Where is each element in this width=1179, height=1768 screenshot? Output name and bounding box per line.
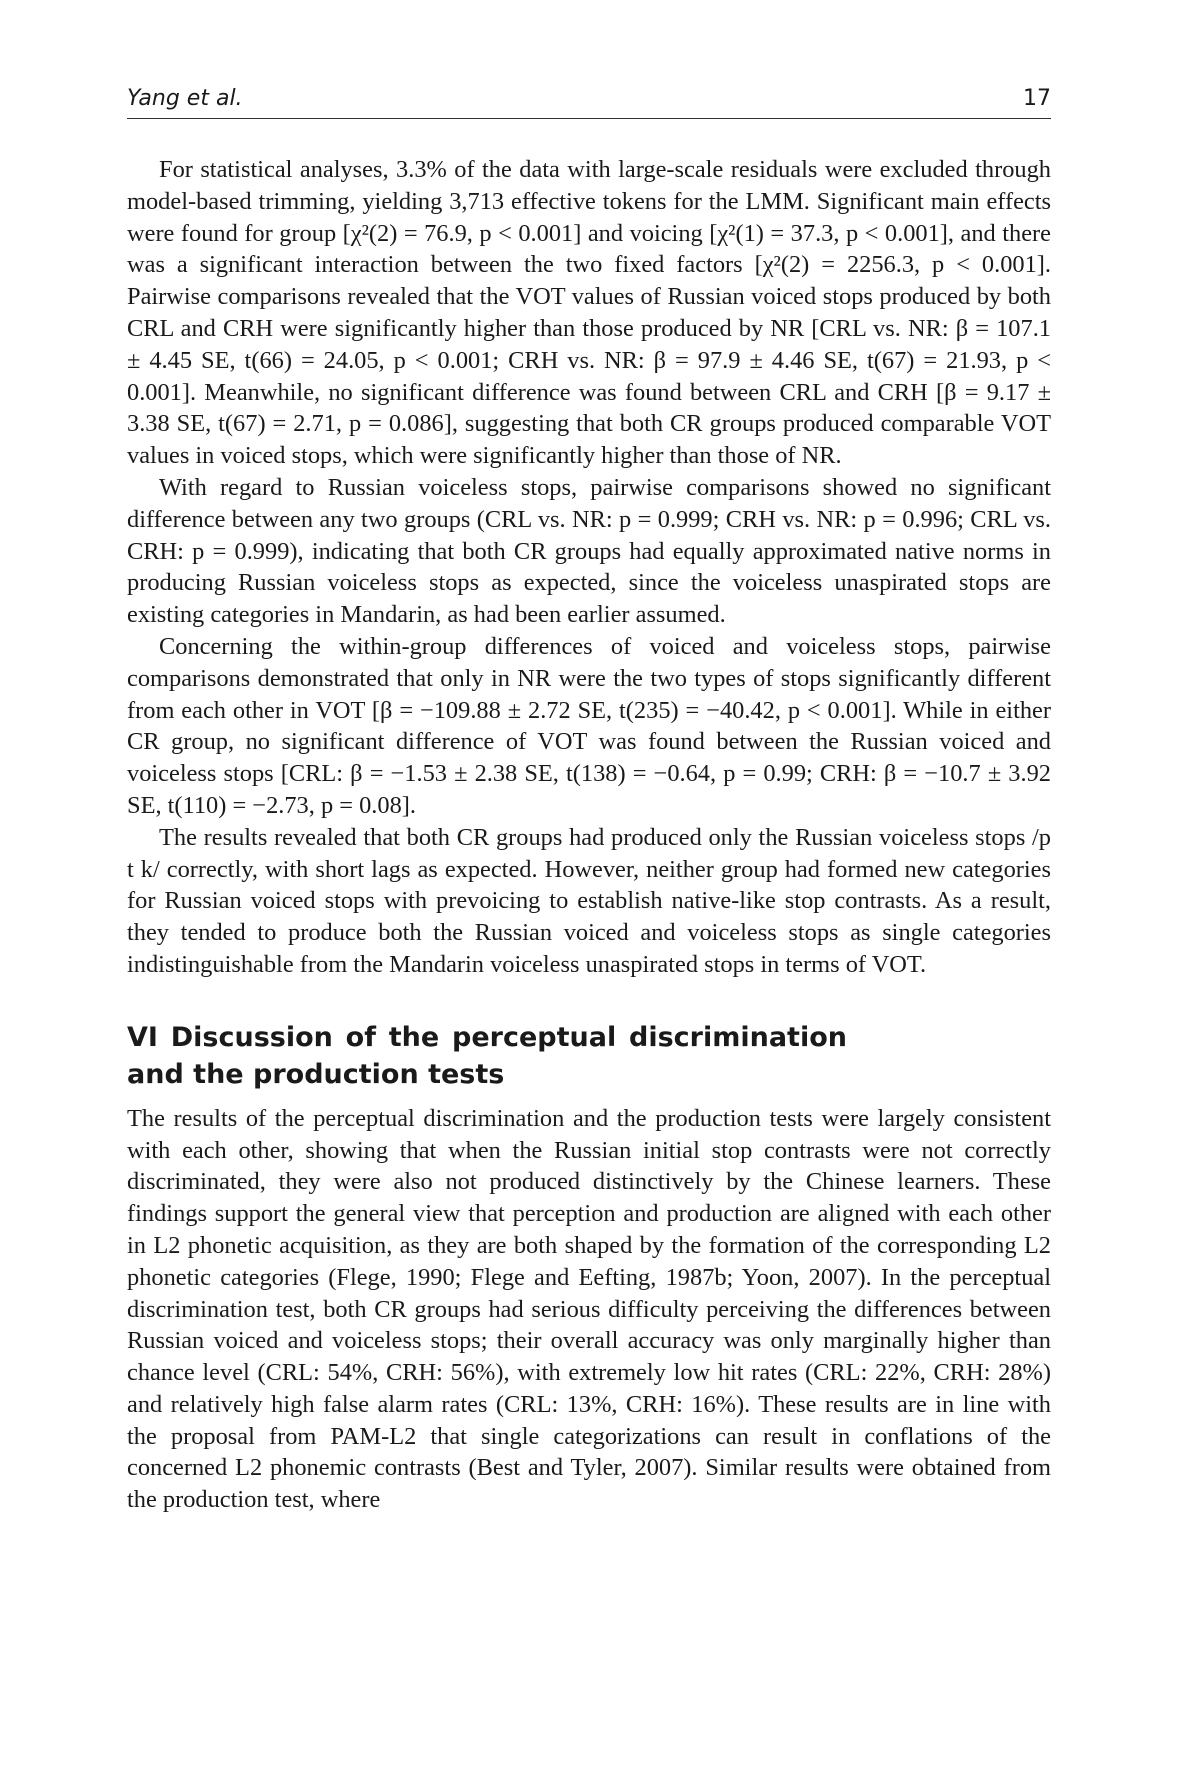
paragraph-discussion: The results of the perceptual discrimination and the production tests were largely consistent with each other, showing that when the Russian initial stop contrasts were not correctly discriminated, they were also not produced distinctively by the Chinese learners. These findings support the general view that perception and production are aligned with each other in L2 phonetic acquisition, as they are both shaped by the formation of the corresponding L2 phonetic categories (Flege, 1990; Flege and Eefting, 1987b; Yoon, 2007). In the perceptual discrimination test, both CR groups had serious difficulty perceiving the differences between Russian voiced and voiceless stops; their overall accuracy was only marginally higher than chance level (CRL: 54%, CRH: 56%), with extremely low hit rates (CRL: 22%, CRH: 28%) and relatively high false alarm rates (CRL: 13%, CRH: 16%). These results are in line with the proposal from PAM-L2 that single categorizations can result in conflations of the concerned L2 phonemic contrasts (Best and Tyler, 2007). Similar results were obtained from the production test, where [127, 1104, 1051, 1514]
running-head [127, 84, 1051, 119]
section-heading: VI Discussion of the perceptual discrimination and the production tests [127, 1021, 847, 1090]
running-head-author: Yang et al. [127, 86, 243, 111]
paragraph-within-group-differences: Concerning the within-group differences of voiced and voiceless stops, pairwise comparisons demonstrated that only in NR were the two types of stops significantly different from each other in VOT [β = −109.88 ± 2.72 SE, t(235) = −40.42, p < 0.001]. While in either CR group, no significant difference of VOT was found between the Russian voiced and voiceless stops [CRL: β = −1.53 ± 2.38 SE, t(138) = −0.64, p = 0.99; CRH: β = −10.7 ± 3.92 SE, t(110) = −2.73, p = 0.08]. [127, 632, 1051, 819]
paragraph-results-summary: The results revealed that both CR groups had produced only the Russian voiceless stops /p t k/ correctly, with short lags as expected. However, neither group had formed new categories for Russian voiced stops with prevoicing to establish native-like stop contrasts. As a result, they tended to produce both the Russian voiced and voiceless stops as single categories indistinguishable from the Mandarin voiceless unaspirated stops in terms of VOT. [127, 823, 1051, 978]
page-number: 17 [1023, 86, 1051, 111]
article-body [127, 154, 1051, 1516]
paragraph-voiceless-stops: With regard to Russian voiceless stops, pairwise comparisons showed no significant difference between any two groups (CRL vs. NR: p = 0.999; CRH vs. NR: p = 0.996; CRL vs. CRH: p = 0.999), indicating that both CR groups had equally approximated native norms in producing Russian voiceless stops as expected, since the voiceless unaspirated stops are existing categories in Mandarin, as had been earlier assumed. [127, 473, 1051, 629]
paragraph-statistical-analyses: For statistical analyses, 3.3% of the data with large-scale residuals were excluded through model-based trimming, yielding 3,713 effective tokens for the LMM. Significant main effects were found for group [χ²(2) = 76.9, p < 0.001] and voicing [χ²(1) = 37.3, p < 0.001], and there was a significant interaction between the two fixed factors [χ²(2) = 2256.3, p < 0.001]. Pairwise comparisons revealed that the VOT values of Russian voiced stops produced by both CRL and CRH were significantly higher than those produced by NR [CRL vs. NR: β = 107.1 ± 4.45 SE, t(66) = 24.05, p < 0.001; CRH vs. NR: β = 97.9 ± 4.46 SE, t(67) = 21.93, p < 0.001]. Meanwhile, no significant difference was found between CRL and CRH [β = 9.17 ± 3.38 SE, t(67) = 2.71, p = 0.086], suggesting that both CR groups produced comparable VOT values in voiced stops, which were significantly higher than those of NR. [127, 156, 1051, 470]
